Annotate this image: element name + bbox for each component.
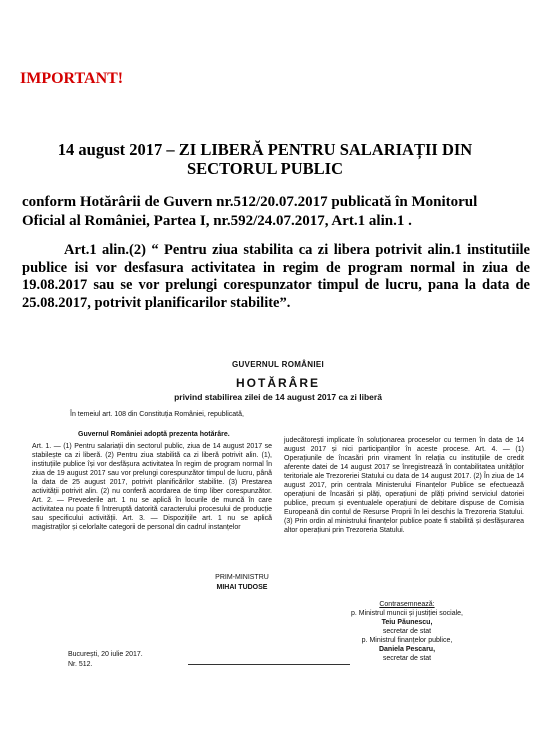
minister2: p. Ministrul finanțelor publice, (361, 637, 453, 644)
article-paragraph: Art.1 alin.(2) “ Pentru ziua stabilita ca zi libera potrivit alin.1 institutiile publice isi vor desfasura activitatea in regim de program normal in ziua de 19.08.2017 sau se vor prelungi corespunzator timpul de lucru, pana la data de 25.08.2017, potrivit planificarilor stabilite”. (22, 242, 530, 311)
decision-number: Nr. 512. (68, 661, 93, 668)
scan-left-column: Art. 1. — (1) Pentru salariații din sectorul public, ziua de 14 august 2017 se stabilește ca zi liberă. (2) Pentru ziua stabilită ca zi liberă potrivit alin. (1), instituțiile publice își vor desfășura activitatea în regim de program normal în ziua de 19 august 2017 sau vor prelungi corespunzător timpul de lucru, până la data de 25 august 2017, potrivit planificărilor stabilite. (3) Prestarea activității potrivit alin. (2) nu conferă acordarea de timp liber corespunzător. Art. 2. — Prevederile art. 1 nu se aplică în locurile de muncă în care activitatea nu poate fi întreruptă datorită caracterului procesului de producție sau specificului activității. Art. 3. — Dispozițiile art. 1 nu se aplică magistraților și celorlalte categorii de personal din cadrul instanțelor (32, 443, 272, 531)
important-label: IMPORTANT! (20, 70, 124, 87)
intro-paragraph: conform Hotărârii de Guvern nr.512/20.07.2017 publicată în Monitorul Oficial al României, Partea I, nr.592/24.07.2017, Art.1 alin.1 . (22, 194, 478, 229)
pm-name: MIHAI TUDOSE (216, 584, 268, 591)
scan-basis: În temeiul art. 108 din Constituția României, republicată, (70, 411, 244, 418)
place-date: București, 20 iulie 2017. (68, 651, 143, 658)
name2: Daniela Pescaru, (378, 646, 436, 653)
countersign-label: Contrasemnează: (379, 601, 435, 608)
minister1: p. Ministrul muncii și justiției sociale, (350, 610, 464, 617)
scan-header: GUVERNUL ROMÂNIEI (231, 360, 325, 369)
scan-hotarare: HOTĂRÂRE (236, 376, 320, 390)
name1: Teiu Păunescu, (381, 619, 433, 626)
scanned-decision (22, 356, 534, 730)
role2: secretar de stat (382, 655, 432, 662)
scan-adopts: Guvernul României adoptă prezenta hotărâre. (78, 431, 230, 438)
scan-subtitle: privind stabilirea zilei de 14 august 2017 ca zi liberă (174, 392, 382, 402)
scan-right-column: judecătorești implicate în soluționarea proceselor cu termen în data de 14 august 2017 și nici participanților în aceste procese. Art. 4. — (1) Operațiunile de încasări prin virament în relația cu instituțiile de credit aferente datei de 14 august 2017 se înregistrează în contabilitatea unităților teritoriale ale Trezoreriei Statului cu data de 14 august 2017. (2) În ziua de 14 august 2017, prin centrala Ministerului Finanțelor Publice se efectuează operațiuni de încasări și plăți, operațiuni de plăți privind serviciul datoriei publice, precum și eventualele operațiuni de debitare dispuse de Comisia Europeană din contul de Resurse Proprii în lei deschis la Trezoreria Statului. (3) Prin ordin al ministrului finanțelor publice poate fi stabilită și desfășurarea altor operațiuni prin Trezoreria Statului. (284, 437, 524, 534)
page-title: 14 august 2017 – ZI LIBERĂ PENTRU SALARIAȚII DIN SECTORUL PUBLIC (57, 140, 473, 178)
role1: secretar de stat (382, 628, 432, 635)
bottom-divider (188, 664, 350, 665)
pm-title: PRIM-MINISTRU (215, 574, 269, 581)
